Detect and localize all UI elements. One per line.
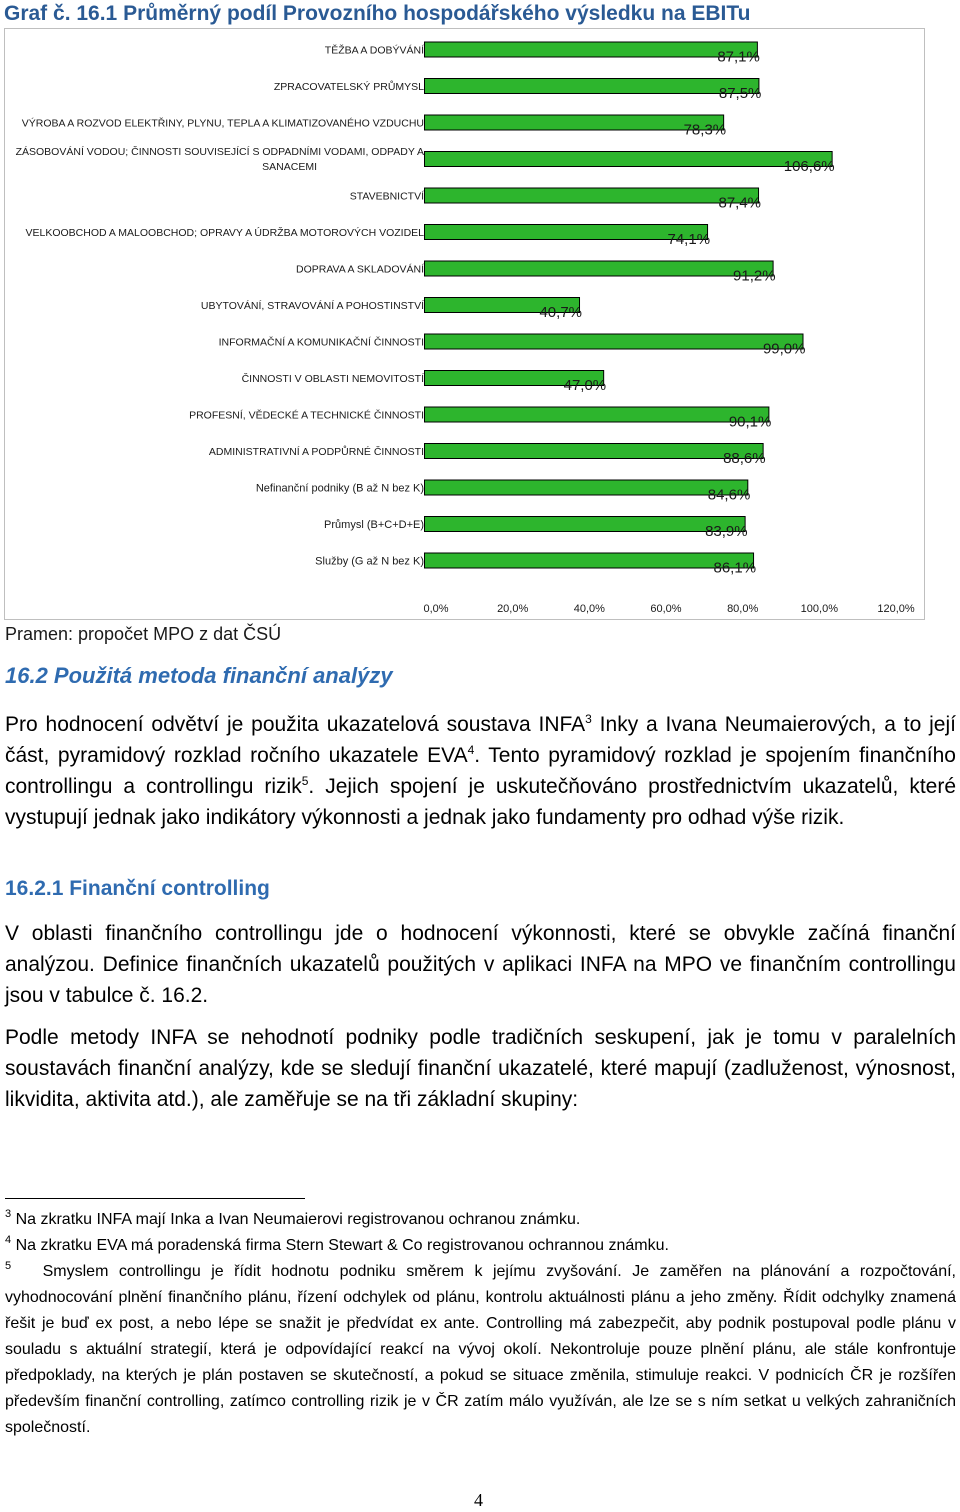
category-label: TĚŽBA A DOBÝVÁNÍ [324, 44, 424, 57]
data-label: 84,6% [707, 486, 751, 504]
footnote-ref-4: 4 [467, 743, 475, 757]
category-label: DOPRAVA A SKLADOVÁNÍ [296, 263, 424, 276]
footnote-ref-3: 3 [585, 712, 592, 726]
category-label: ČINNOSTI V OBLASTI NEMOVITOSTÍ [241, 373, 424, 385]
footnote-4 [5, 1233, 956, 1259]
data-label: 88,6% [723, 450, 766, 467]
x-tick-label: 20,0% [497, 603, 529, 615]
paragraph-1-part-d: . Jejich spojení je uskutečňováno prostřednictvím ukazatelů, které vystupují jednak jako indikátory výkonnosti a jednak jako fundamenty pro odhad výše rizik. [5, 775, 957, 829]
footnote-number: 3 [5, 1208, 12, 1220]
data-label: 83,9% [705, 523, 748, 540]
bar [425, 115, 724, 130]
footnote-number: 5 [5, 1260, 12, 1272]
category-label: VELKOOBCHOD A MALOOBCHOD; OPRAVY A ÚDRŽBA MOTOROVÝCH VOZIDEL [25, 227, 424, 239]
paragraph-infa-method: Podle metody INFA se nehodnotí podniky podle tradičních seskupení, jak je tomu v paralelních soustavách finanční analýzy, kde se sledují finanční ukazatelé, které mapují (zadluženost, výnosnost, likvidita, aktivita atd.), ale zaměřuje se na tři základní skupiny: [5, 1026, 956, 1111]
category-label: UBYTOVÁNÍ, STRAVOVÁNÍ A POHOSTINSTVÍ [200, 300, 424, 312]
category-label: ZÁSOBOVÁNÍ VODOU; ČINNOSTI SOUVISEJÍCÍ S ODPADNÍMI VODAMI, ODPADY A SANACEMI [15, 146, 424, 173]
bar [425, 79, 759, 94]
bar-chart [5, 29, 926, 621]
data-label: 87,1% [717, 48, 760, 66]
bar [425, 152, 833, 167]
category-label: INFORMAČNÍ A KOMUNIKAČNÍ ČINNOSTI [218, 336, 424, 349]
section-heading: 16.2 Použitá metoda finanční analýzy [5, 663, 393, 688]
paragraph-1-part-c: . Tento pyramidový rozklad je spojením finančního controllingu a controllingu rizik [5, 744, 956, 798]
footnote-5 [5, 1259, 956, 1441]
category-label: ADMINISTRATIVNÍ A PODPŮRNÉ ČINNOSTI [208, 446, 424, 458]
data-label: 78,3% [683, 121, 727, 139]
footnote-separator [5, 1198, 305, 1199]
bar [425, 407, 769, 422]
paragraph-1-part-a: Pro hodnocení odvětví je použita ukazatelová soustava INFA [5, 713, 586, 736]
paragraph-financial-controlling: V oblasti finančního controllingu jde o hodnocení výkonnosti, které se obvykle začíná finanční analýzou. Definice finančních ukazatelů použitých v aplikaci INFA na MPO ve finančním controllingu jsou v tabulce č. 16.2. [5, 922, 956, 1007]
bar [425, 261, 774, 276]
category-label: Služby (G až N bez K) [315, 555, 424, 568]
x-tick-label: 60,0% [650, 603, 682, 615]
bar [425, 480, 748, 495]
paragraph-methodology [5, 709, 956, 833]
data-label: 87,5% [718, 85, 762, 102]
x-tick-label: 0,0% [423, 603, 449, 615]
data-label: 47,0% [563, 377, 607, 394]
category-label: VÝROBA A ROZVOD ELEKTŘINY, PLYNU, TEPLA A KLIMATIZOVANÉHO VZDUCHU [21, 117, 424, 130]
data-label: 86,1% [713, 559, 757, 577]
chart-container [4, 28, 925, 620]
data-label: 40,7% [539, 304, 583, 321]
category-label: STAVEBNICTVÍ [349, 190, 424, 203]
bar [425, 225, 708, 240]
data-label: 106,6% [783, 158, 835, 175]
data-label: 74,1% [667, 231, 711, 248]
x-tick-label: 100,0% [800, 603, 838, 615]
data-label: 90,1% [728, 413, 772, 431]
data-label: 91,2% [733, 267, 776, 285]
graph-title: Graf č. 16.1 Průměrný podíl Provozního hospodářského výsledku na EBITu [4, 2, 751, 25]
paragraph-1-part-b: Inky a Ivana Neumaierových, a to její část, pyramidový rozklad ročního ukazatele EVA [5, 713, 956, 767]
subsection-heading: 16.2.1 Finanční controlling [5, 877, 270, 900]
category-label: ZPRACOVATELSKÝ PRŮMYSL [273, 81, 424, 93]
x-tick-label: 120,0% [877, 603, 915, 615]
category-label: PROFESNÍ, VĚDECKÉ A TECHNICKÉ ČINNOSTI [189, 409, 424, 422]
x-tick-label: 80,0% [727, 603, 759, 615]
category-label: Průmysl (B+C+D+E) [324, 519, 424, 531]
x-tick-label: 40,0% [573, 603, 605, 615]
footnote-text: Na zkratku INFA mají Inka a Ivan Neumaierovi registrovanou ochranou známku. [15, 1211, 581, 1228]
footnote-3 [5, 1207, 956, 1233]
data-label: 99,0% [762, 340, 806, 358]
data-label: 87,4% [718, 194, 762, 212]
source-note: Pramen: propočet MPO z dat ČSÚ [5, 624, 282, 644]
bar [425, 42, 758, 57]
bar [425, 444, 764, 459]
bar [425, 517, 746, 532]
footnote-number: 4 [5, 1234, 12, 1246]
footnote-text: Na zkratku EVA má poradenská firma Stern Stewart & Co registrovanou ochrannou známku. [15, 1237, 669, 1254]
page-number: 4 [474, 1490, 483, 1510]
category-label: Nefinanční podniky (B až N bez K) [255, 482, 424, 495]
bar [425, 553, 754, 568]
bar [425, 188, 759, 203]
bar [425, 334, 804, 349]
footnote-text: Smyslem controllingu je řídit hodnotu podniku směrem k jejímu zvyšování. Je zaměřen na plánování a rozpočtování, vyhodnocování plnění finančního plánu, řízení odchylek od plánu, kontrolu aktuálnosti plánu a jeho změny. Řídit odchylky znamená řešit je buď ex post, a nebo lépe se snažit je předvídat ex ante. Controlling má zabezpečit, aby podnik postupoval podle plánu v souladu s aktuální strategií, která je odpovídající reakcí na vývoj okolí. Nekontroluje pouze plnění plánu, ale stále konfrontuje předpoklady, na kterých je plán postaven se skutečností, a pokud se situace změnila, stimuluje reakci. V podnicích ČR je rozšířen především finanční controlling, zatímco controlling rizik je v ČR zatím málo využíván, ale lze se s ním setkat u velkých zahraničních společností. [5, 1263, 956, 1436]
footnote-ref-5: 5 [301, 774, 309, 788]
